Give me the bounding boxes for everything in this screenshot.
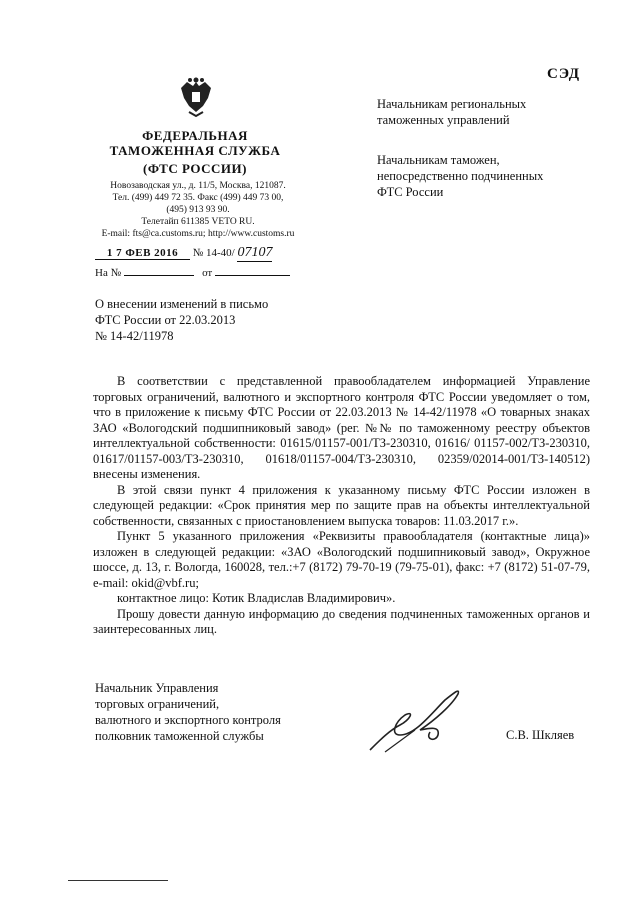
registration-number-prefix: № 14-40/ bbox=[192, 247, 235, 259]
signatory-title-line: Начальник Управления bbox=[95, 681, 219, 695]
address-line: E-mail: fts@ca.customs.ru; http://www.customs.ru bbox=[101, 229, 295, 239]
recipient-block-1 bbox=[377, 96, 526, 128]
subject-line: № 14-42/11978 bbox=[95, 329, 174, 343]
signatory-title-line: торговых ограничений, bbox=[95, 697, 220, 711]
na-blank bbox=[124, 265, 194, 276]
body-paragraph: Прошу довести данную информацию до сведения подчиненных таможенных органов и заинтересованных лиц. bbox=[93, 606, 590, 636]
registration-number: 07107 bbox=[237, 245, 273, 260]
organization-address bbox=[93, 180, 303, 240]
ot-blank bbox=[215, 265, 290, 276]
recipient-line: Начальникам региональных bbox=[377, 97, 527, 111]
body-paragraph: В этой связи пункт 4 приложения к указанному письму ФТС России изложен в следующей редакции: «Срок принятия мер по защите прав на объекты интеллектуальной собственности, связанных с приостановлением выпуска товаров: 11.03.2017 г.». bbox=[93, 482, 590, 528]
sed-stamp: СЭД bbox=[547, 66, 581, 82]
registration-line bbox=[95, 245, 272, 262]
recipient-line: таможенных управлений bbox=[377, 113, 510, 127]
signatory-name: С.В. Шкляев bbox=[506, 728, 575, 742]
subject-line: О внесении изменений в письмо bbox=[95, 297, 269, 311]
body-paragraph: Пункт 5 указанного приложения «Реквизиты правообладателя (контактные лица)» изложен в следующей редакции: «ЗАО «Вологодский подшипниковый завод», Окружное шоссе, д. 13, г. Вологда, 160028, тел.:+7 (8172) 79-70-19 (79-75-01), факс: +7 (8172) 51-07-79, e-mail: okid@vbf.ru; bbox=[93, 529, 590, 590]
recipient-line: непосредственно подчиненных bbox=[377, 169, 544, 183]
footer-divider bbox=[68, 880, 168, 881]
address-line: Телетайп 611385 VETO RU. bbox=[141, 217, 255, 227]
body-paragraph: контактное лицо: Котик Владислав Владимирович». bbox=[117, 591, 396, 605]
org-line-1: ФЕДЕРАЛЬНАЯ bbox=[142, 128, 248, 143]
na-label: На № bbox=[95, 267, 122, 279]
registration-date: 1 7 ФЕВ 2016 bbox=[95, 247, 190, 260]
letter-subject bbox=[95, 296, 268, 344]
recipient-line: Начальникам таможен, bbox=[377, 153, 500, 167]
signatory-title bbox=[95, 680, 281, 744]
body-paragraph: В соответствии с представленной правообладателем информацией Управление торговых ограничений, валютного и экспортного контроля ФТС России уведомляет о том, что в приложение к письму ФТС России от 22.03.2013 № 14-42/11978 «О товарных знаках ЗАО «Вологодский подшипниковый завод» (рег. №№ по таможенному реестру объектов интеллектуальной собственности: 01615/01157-001/ТЗ-230310, 01616/ 01157-002/ТЗ-230310, 01617/01157-003/ТЗ-230310, 01618/01157-004/ТЗ-230310, 02359/02014-001/ТЗ-140512) внесены изменения. bbox=[93, 374, 590, 481]
recipient-line: ФТС России bbox=[377, 185, 444, 199]
ot-label: от bbox=[202, 267, 213, 279]
address-line: Тел. (499) 449 72 35. Факс (499) 449 73 00, bbox=[112, 193, 284, 203]
address-line: (495) 913 93 90. bbox=[166, 205, 230, 215]
letter-body bbox=[93, 374, 590, 638]
coat-of-arms-icon bbox=[175, 76, 217, 118]
subject-line: ФТС России от 22.03.2013 bbox=[95, 313, 236, 327]
recipient-block-2 bbox=[377, 152, 543, 200]
handwritten-signature bbox=[360, 680, 480, 760]
address-line: Новозаводская ул., д. 11/5, Москва, 121087. bbox=[110, 181, 286, 191]
reference-line bbox=[95, 265, 290, 279]
org-line-2: ТАМОЖЕННАЯ СЛУЖБА bbox=[109, 143, 281, 158]
signatory-title-line: валютного и экспортного контроля bbox=[95, 713, 281, 727]
org-line-3: (ФТС РОССИИ) bbox=[143, 161, 247, 176]
organization-name bbox=[95, 128, 295, 176]
signatory-title-line: полковник таможенной службы bbox=[95, 729, 264, 743]
